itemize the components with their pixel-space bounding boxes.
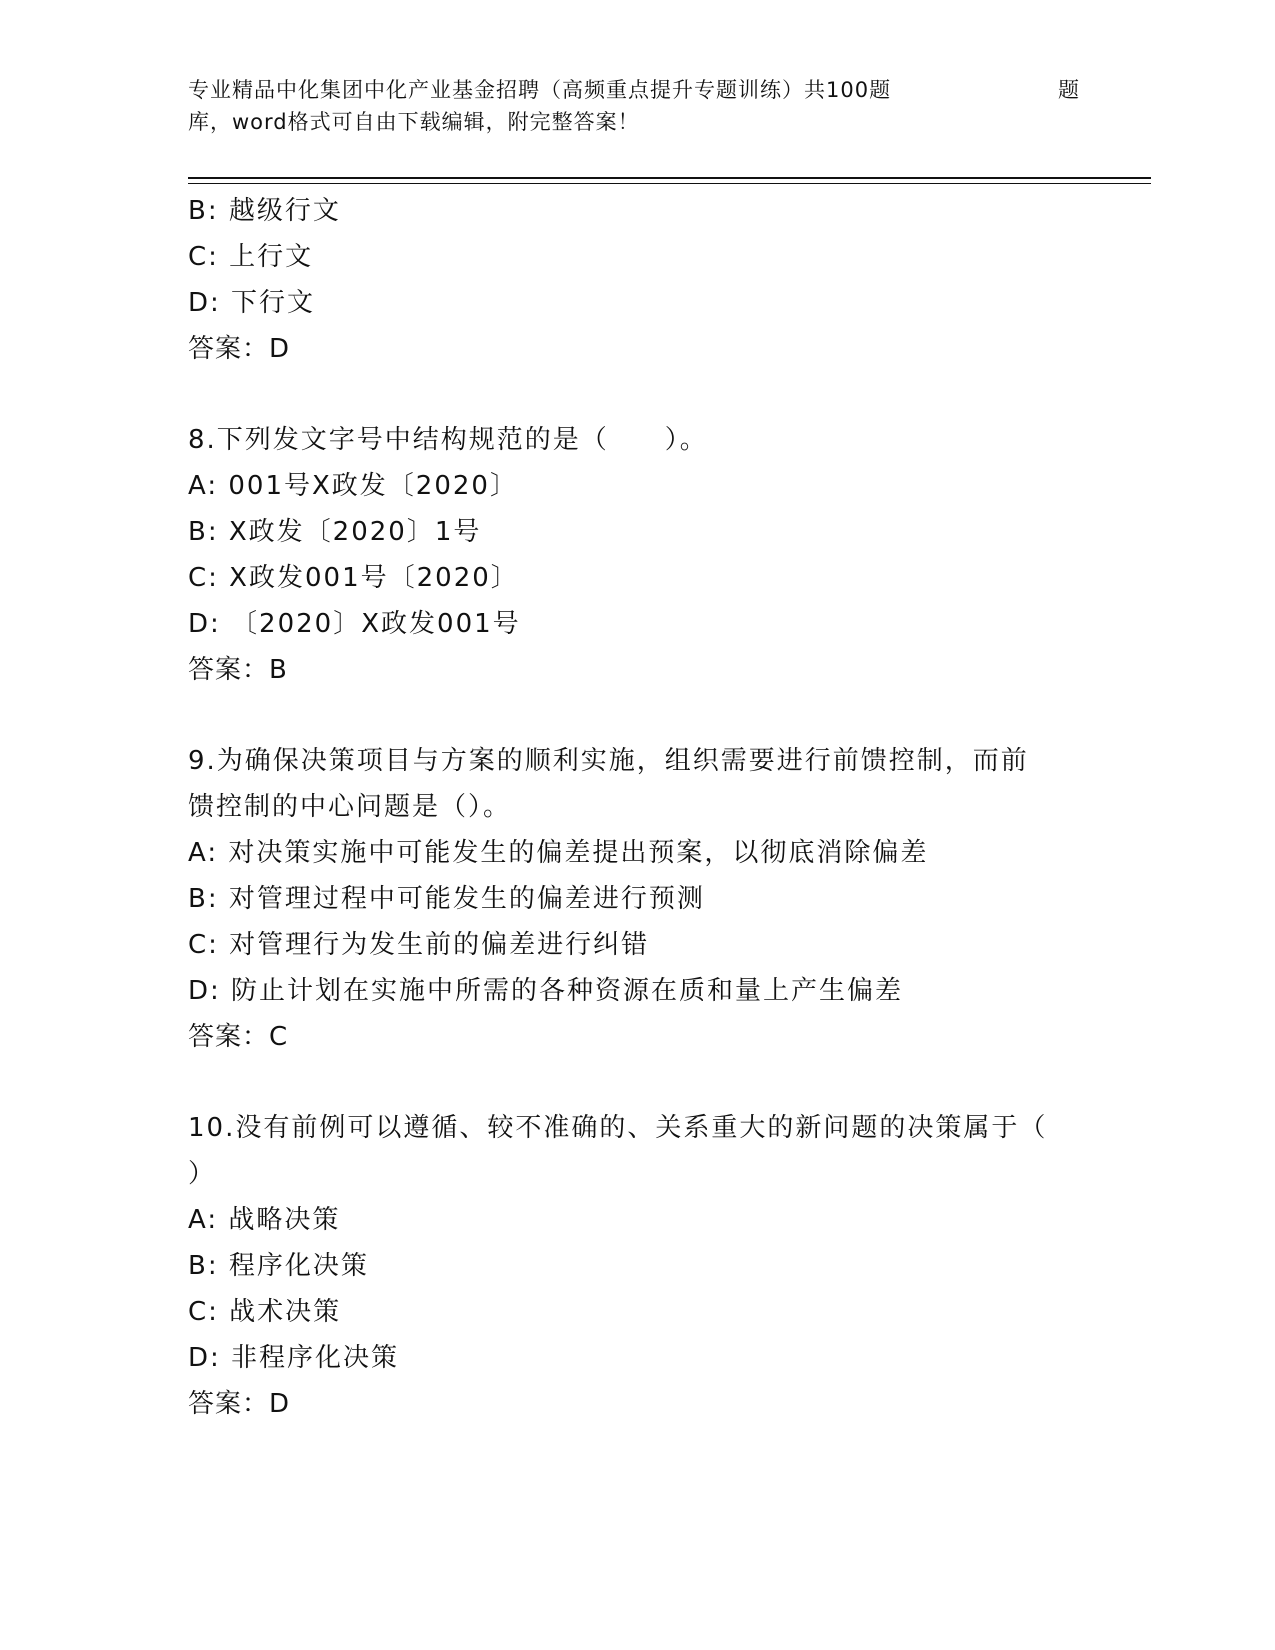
option-d: D: 防止计划在实施中所需的各种资源在质和量上产生偏差 [188, 976, 904, 1006]
option-a: A: 001号X政发〔2020〕 [188, 471, 518, 501]
answer-line: 答案：D [188, 334, 291, 364]
option-c: C: 战术决策 [188, 1297, 342, 1327]
answer-line: 答案：B [188, 655, 288, 685]
header-title-text: 专业精品中化集团中化产业基金招聘（高频重点提升专题训练）共100题 [188, 78, 892, 102]
spacer [188, 693, 1088, 738]
option-a: A: 战略决策 [188, 1205, 341, 1235]
option-d: D: 〔2020〕X政发001号 [188, 609, 521, 639]
option-c: C: 对管理行为发生前的偏差进行纠错 [188, 930, 650, 960]
header-rule-thick [188, 177, 1151, 179]
option-d: D: 下行文 [188, 288, 316, 318]
question-text-line-2: ） [188, 1159, 217, 1189]
option-c: C: 上行文 [188, 242, 314, 272]
question-block-9 [188, 738, 1088, 1060]
question-text-line-1: 10.没有前例可以遵循、较不准确的、关系重大的新问题的决策属于（ [188, 1113, 1048, 1143]
option-b: B: 对管理过程中可能发生的偏差进行预测 [188, 884, 705, 914]
question-text: 8.下列发文字号中结构规范的是（ ）。 [188, 425, 708, 455]
spacer [188, 1060, 1088, 1105]
option-c: C: X政发001号〔2020〕 [188, 563, 519, 593]
option-d: D: 非程序化决策 [188, 1343, 400, 1373]
question-text-line-1: 9.为确保决策项目与方案的顺利实施，组织需要进行前馈控制，而前 [188, 746, 1029, 776]
header-title-overflow: 题 [1058, 78, 1080, 102]
option-b: B: 越级行文 [188, 196, 341, 226]
question-block-8 [188, 417, 1088, 693]
option-a: A: 对决策实施中可能发生的偏差提出预案，以彻底消除偏差 [188, 838, 929, 868]
document-body [188, 188, 1088, 1427]
page-header [188, 74, 1088, 138]
option-b: B: X政发〔2020〕1号 [188, 517, 482, 547]
answer-line: 答案：C [188, 1022, 289, 1052]
header-line-2: 库，word格式可自由下载编辑，附完整答案！ [188, 110, 640, 134]
question-text-line-2: 馈控制的中心问题是（）。 [188, 792, 512, 822]
header-rule-thin [188, 183, 1151, 184]
question-block-10 [188, 1105, 1088, 1427]
spacer [188, 372, 1088, 417]
question-block-7 [188, 188, 1088, 372]
answer-line: 答案：D [188, 1389, 291, 1419]
header-line-1 [188, 74, 1088, 106]
option-b: B: 程序化决策 [188, 1251, 369, 1281]
